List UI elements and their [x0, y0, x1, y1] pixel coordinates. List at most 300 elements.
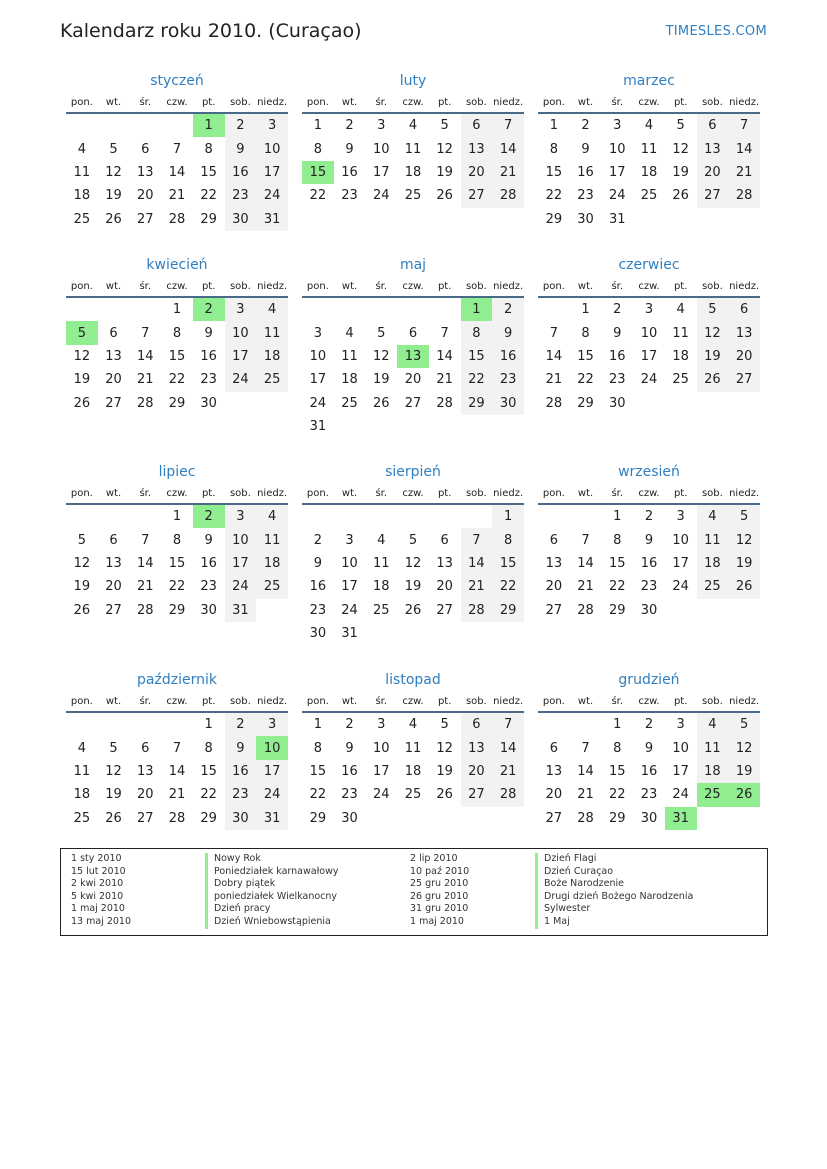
day-cell: 21 [461, 575, 493, 598]
day-cell: 12 [436, 141, 453, 157]
day-cell: 18 [341, 372, 358, 388]
holiday-name: Drugi dzień Bożego Narodzenia [535, 891, 693, 904]
holiday-date: 13 maj 2010 [71, 916, 132, 927]
week-row [302, 161, 524, 184]
day-cell: 11 [73, 763, 91, 779]
day-cell: 28 [461, 599, 493, 622]
empty-cell [365, 415, 397, 438]
day-cell: 19 [436, 763, 453, 779]
day-cell: 29 [545, 211, 563, 227]
day-cell: 30 [608, 395, 626, 411]
week-row [302, 599, 524, 622]
day-cell: 7 [581, 532, 590, 548]
day-cell: 11 [672, 325, 689, 341]
day-cell: 22 [492, 575, 524, 598]
weekday-header: pt. [665, 483, 697, 504]
week-row [302, 575, 524, 598]
week-row [538, 137, 760, 160]
holiday-date: 26 gru 2010 [410, 890, 469, 902]
holiday-date: 2 lip 2010 [410, 853, 458, 864]
day-cell: 18 [256, 345, 288, 368]
weekday-header: śr. [365, 483, 397, 504]
day-cell: 29 [168, 602, 186, 618]
day-cell: 13 [136, 164, 154, 180]
weekday-header: pon. [66, 483, 98, 504]
day-cell: 25 [341, 395, 358, 411]
week-row [538, 783, 760, 806]
day-cell: 24 [225, 575, 257, 598]
empty-cell [665, 208, 697, 231]
day-cell: 17 [640, 348, 658, 364]
month-calendar [302, 461, 524, 669]
day-cell: 22 [545, 188, 563, 204]
day-cell: 16 [577, 164, 594, 180]
day-cell: 29 [577, 395, 594, 411]
day-cell: 3 [225, 297, 257, 321]
day-cell: 16 [341, 164, 358, 180]
day-cell: 9 [225, 736, 257, 759]
empty-cell [98, 504, 130, 528]
month-name: listopad [385, 672, 441, 688]
week-row [538, 208, 760, 231]
day-cell: 17 [372, 763, 390, 779]
brand-link[interactable]: TIMESLES.COM [665, 24, 767, 39]
empty-cell [538, 504, 570, 528]
day-cell: 23 [608, 372, 626, 388]
day-cell: 5 [408, 532, 418, 548]
day-cell: 27 [728, 368, 760, 391]
day-cell: 15 [492, 552, 524, 575]
empty-cell [492, 415, 524, 438]
week-row [66, 783, 288, 806]
weekday-header: śr. [365, 691, 397, 712]
day-cell: 19 [105, 787, 122, 803]
month-table [66, 92, 288, 231]
week-row [302, 113, 524, 137]
week-row [302, 807, 524, 830]
month-calendar [66, 461, 288, 669]
day-cell: 1 [204, 717, 213, 733]
empty-cell [129, 113, 161, 137]
empty-cell [461, 504, 493, 528]
day-cell: 14 [168, 763, 186, 779]
day-cell: 30 [200, 602, 217, 618]
week-row [302, 528, 524, 551]
weekday-header: wt. [570, 483, 602, 504]
empty-cell [256, 392, 288, 415]
week-row [302, 345, 524, 368]
day-cell: 8 [461, 321, 493, 344]
day-cell: 4 [408, 118, 418, 134]
month-name: luty [399, 73, 427, 89]
day-cell: 4 [697, 504, 729, 528]
weekday-header: czw. [397, 691, 429, 712]
day-cell: 4 [644, 118, 654, 134]
day-cell: 31 [256, 807, 288, 830]
day-cell: 27 [105, 602, 122, 618]
day-cell: 20 [545, 579, 563, 595]
weekday-header: sob. [225, 691, 257, 712]
month-calendar [66, 669, 288, 853]
week-row [66, 528, 288, 551]
day-cell: 28 [577, 810, 594, 826]
day-cell: 30 [640, 602, 658, 618]
day-cell: 2 [225, 712, 257, 736]
month-calendar [538, 669, 760, 853]
day-cell: 11 [404, 740, 422, 756]
week-row [66, 368, 288, 391]
empty-cell [397, 504, 429, 528]
day-cell: 15 [200, 763, 217, 779]
day-cell: 27 [461, 783, 493, 806]
day-cell: 13 [136, 763, 154, 779]
day-cell: 2 [345, 118, 354, 134]
day-cell: 4 [77, 141, 86, 157]
empty-cell [633, 392, 665, 415]
day-cell: 30 [577, 211, 594, 227]
week-row [302, 736, 524, 759]
holiday-name: Poniedziałek karnawałowy [205, 866, 338, 879]
day-cell: 18 [404, 763, 422, 779]
empty-cell [728, 807, 760, 830]
weekday-header: wt. [570, 691, 602, 712]
day-cell: 25 [73, 810, 91, 826]
weekday-header: wt. [98, 691, 130, 712]
day-cell: 13 [697, 137, 729, 160]
day-cell: 1 [492, 504, 524, 528]
day-cell: 17 [225, 345, 257, 368]
empty-cell [66, 113, 98, 137]
day-cell: 5 [66, 321, 98, 344]
empty-cell [492, 622, 524, 645]
day-cell: 10 [309, 348, 327, 364]
day-cell: 25 [640, 188, 658, 204]
day-cell: 6 [728, 297, 760, 321]
month-table [302, 483, 524, 645]
week-row [66, 137, 288, 160]
week-row [538, 736, 760, 759]
weekday-header: śr. [601, 691, 633, 712]
day-cell: 22 [309, 787, 327, 803]
week-row [302, 368, 524, 391]
holiday-date: 15 lut 2010 [71, 865, 126, 877]
day-cell: 30 [200, 395, 217, 411]
day-cell: 18 [640, 164, 658, 180]
week-row [302, 137, 524, 160]
day-cell: 26 [73, 602, 91, 618]
day-cell: 6 [697, 113, 729, 137]
day-cell: 2 [644, 717, 654, 733]
week-row [66, 297, 288, 321]
holiday-name: 1 Maj [535, 916, 570, 929]
weekday-header: czw. [397, 483, 429, 504]
weekday-header: czw. [397, 276, 429, 297]
day-cell: 18 [697, 760, 729, 783]
day-cell: 9 [313, 555, 322, 571]
day-cell: 16 [200, 348, 217, 364]
day-cell: 24 [309, 395, 327, 411]
month-table [538, 483, 760, 622]
day-cell: 7 [172, 740, 182, 756]
day-cell: 31 [608, 211, 626, 227]
weekday-header: pon. [538, 92, 570, 113]
day-cell: 29 [168, 395, 186, 411]
day-cell: 19 [404, 579, 422, 595]
weekday-header: wt. [98, 276, 130, 297]
day-cell: 2 [193, 297, 225, 321]
day-cell: 5 [697, 297, 729, 321]
empty-cell [302, 504, 334, 528]
day-cell: 25 [404, 188, 422, 204]
day-cell: 18 [697, 552, 729, 575]
day-cell: 1 [172, 302, 182, 318]
day-cell: 30 [341, 810, 358, 826]
day-cell: 19 [105, 188, 122, 204]
day-cell: 14 [492, 137, 524, 160]
day-cell: 20 [697, 161, 729, 184]
day-cell: 16 [492, 345, 524, 368]
empty-cell [334, 297, 366, 321]
day-cell: 1 [193, 113, 225, 137]
day-cell: 3 [613, 118, 622, 134]
day-cell: 23 [200, 579, 217, 595]
day-cell: 16 [608, 348, 626, 364]
day-cell: 13 [105, 348, 122, 364]
holiday-date: 2 kwi 2010 [71, 878, 124, 890]
weekday-header: śr. [365, 92, 397, 113]
day-cell: 13 [397, 345, 429, 368]
month-name: kwiecień [146, 257, 208, 273]
day-cell: 13 [545, 763, 563, 779]
day-cell: 21 [136, 579, 154, 595]
day-cell: 2 [225, 113, 257, 137]
day-cell: 10 [608, 141, 626, 157]
month-table [302, 92, 524, 208]
day-cell: 20 [545, 787, 563, 803]
day-cell: 4 [256, 504, 288, 528]
day-cell: 20 [461, 161, 493, 184]
day-cell: 9 [345, 740, 354, 756]
day-cell: 28 [545, 395, 563, 411]
day-cell: 23 [200, 372, 217, 388]
day-cell: 20 [461, 760, 493, 783]
day-cell: 27 [697, 184, 729, 207]
month-calendar [538, 254, 760, 461]
day-cell: 26 [728, 783, 760, 806]
week-row [538, 161, 760, 184]
empty-cell [129, 712, 161, 736]
day-cell: 21 [545, 372, 563, 388]
day-cell: 19 [672, 164, 689, 180]
day-cell: 6 [440, 532, 449, 548]
month-name: styczeń [150, 73, 204, 89]
weekday-header: niedz. [728, 276, 760, 297]
month-table [66, 483, 288, 622]
day-cell: 30 [225, 208, 257, 231]
weekday-header: sob. [225, 92, 257, 113]
empty-cell [429, 622, 461, 645]
empty-cell [461, 807, 493, 830]
weekday-header: czw. [633, 276, 665, 297]
weekday-header: czw. [161, 691, 193, 712]
week-row [538, 184, 760, 207]
day-cell: 28 [728, 184, 760, 207]
empty-cell [633, 208, 665, 231]
day-cell: 10 [225, 528, 257, 551]
holiday-name: Dzień Curaçao [535, 866, 613, 879]
day-cell: 20 [136, 188, 154, 204]
week-row [538, 297, 760, 321]
day-cell: 21 [492, 760, 524, 783]
day-cell: 28 [136, 395, 154, 411]
empty-cell [256, 599, 288, 622]
day-cell: 3 [256, 113, 288, 137]
day-cell: 11 [256, 528, 288, 551]
day-cell: 23 [225, 184, 257, 207]
day-cell: 23 [640, 579, 658, 595]
day-cell: 17 [672, 555, 689, 571]
day-cell: 12 [697, 321, 729, 344]
weekday-header: wt. [570, 276, 602, 297]
empty-cell [302, 297, 334, 321]
day-cell: 21 [577, 787, 594, 803]
holiday-name: Dzień pracy [205, 903, 270, 916]
week-row [302, 504, 524, 528]
empty-cell [492, 807, 524, 830]
day-cell: 23 [341, 787, 358, 803]
month-name: maj [399, 257, 427, 273]
month-calendar [538, 70, 760, 254]
day-cell: 22 [608, 787, 626, 803]
day-cell: 16 [309, 579, 327, 595]
day-cell: 3 [225, 504, 257, 528]
week-row [538, 368, 760, 391]
day-cell: 6 [461, 113, 493, 137]
day-cell: 10 [341, 555, 358, 571]
day-cell: 6 [109, 532, 118, 548]
day-cell: 27 [545, 810, 563, 826]
day-cell: 31 [341, 626, 358, 642]
day-cell: 3 [256, 712, 288, 736]
day-cell: 29 [309, 810, 327, 826]
day-cell: 8 [313, 141, 322, 157]
day-cell: 5 [728, 712, 760, 736]
day-cell: 14 [436, 348, 453, 364]
week-row [302, 392, 524, 415]
week-row [302, 321, 524, 344]
week-row [302, 184, 524, 207]
day-cell: 24 [372, 188, 390, 204]
day-cell: 19 [436, 164, 453, 180]
day-cell: 2 [613, 302, 622, 318]
weekday-header: pt. [665, 92, 697, 113]
day-cell: 4 [377, 532, 386, 548]
empty-cell [538, 712, 570, 736]
month-table [538, 691, 760, 830]
day-cell: 7 [461, 528, 493, 551]
empty-cell [365, 297, 397, 321]
weekday-header: pon. [538, 483, 570, 504]
empty-cell [728, 208, 760, 231]
day-cell: 3 [644, 302, 654, 318]
day-cell: 24 [225, 368, 257, 391]
holiday-name: Dzień Wniebowstąpienia [205, 916, 331, 929]
day-cell: 17 [608, 164, 626, 180]
day-cell: 1 [172, 509, 182, 525]
day-cell: 24 [372, 787, 390, 803]
day-cell: 22 [309, 188, 327, 204]
holiday-date: 5 kwi 2010 [71, 890, 124, 902]
empty-cell [98, 712, 130, 736]
weekday-header: pon. [302, 691, 334, 712]
week-row [66, 504, 288, 528]
empty-cell [397, 807, 429, 830]
day-cell: 14 [545, 348, 563, 364]
weekday-header: śr. [365, 276, 397, 297]
empty-cell [697, 208, 729, 231]
day-cell: 26 [697, 368, 729, 391]
day-cell: 28 [168, 211, 186, 227]
day-cell: 6 [549, 532, 558, 548]
day-cell: 7 [141, 532, 150, 548]
empty-cell [728, 392, 760, 415]
day-cell: 19 [728, 552, 760, 575]
day-cell: 24 [672, 787, 689, 803]
day-cell: 13 [461, 736, 493, 759]
day-cell: 1 [313, 717, 322, 733]
day-cell: 9 [204, 325, 213, 341]
day-cell: 16 [640, 763, 658, 779]
weekday-header: wt. [334, 276, 366, 297]
day-cell: 2 [644, 509, 654, 525]
week-row [302, 415, 524, 438]
day-cell: 24 [672, 579, 689, 595]
month-table [66, 691, 288, 830]
day-cell: 29 [200, 211, 217, 227]
day-cell: 19 [372, 372, 390, 388]
weekday-header: pon. [66, 691, 98, 712]
day-cell: 14 [136, 348, 154, 364]
empty-cell [161, 113, 193, 137]
month-calendar [66, 254, 288, 461]
empty-cell [129, 504, 161, 528]
empty-cell [570, 504, 602, 528]
day-cell: 16 [200, 555, 217, 571]
day-cell: 28 [492, 783, 524, 806]
day-cell: 26 [728, 575, 760, 598]
month-name: grudzień [618, 672, 680, 688]
day-cell: 28 [577, 602, 594, 618]
day-cell: 1 [613, 717, 622, 733]
day-cell: 27 [136, 810, 154, 826]
day-cell: 26 [105, 211, 122, 227]
day-cell: 17 [256, 760, 288, 783]
week-row [66, 161, 288, 184]
day-cell: 7 [492, 712, 524, 736]
weekday-header: czw. [161, 483, 193, 504]
day-cell: 19 [697, 345, 729, 368]
day-cell: 11 [697, 736, 729, 759]
day-cell: 21 [168, 188, 186, 204]
day-cell: 30 [309, 626, 327, 642]
day-cell: 5 [109, 141, 118, 157]
day-cell: 3 [345, 532, 354, 548]
weekday-header: sob. [697, 691, 729, 712]
day-cell: 6 [461, 712, 493, 736]
day-cell: 18 [256, 552, 288, 575]
day-cell: 27 [461, 184, 493, 207]
empty-cell [538, 297, 570, 321]
